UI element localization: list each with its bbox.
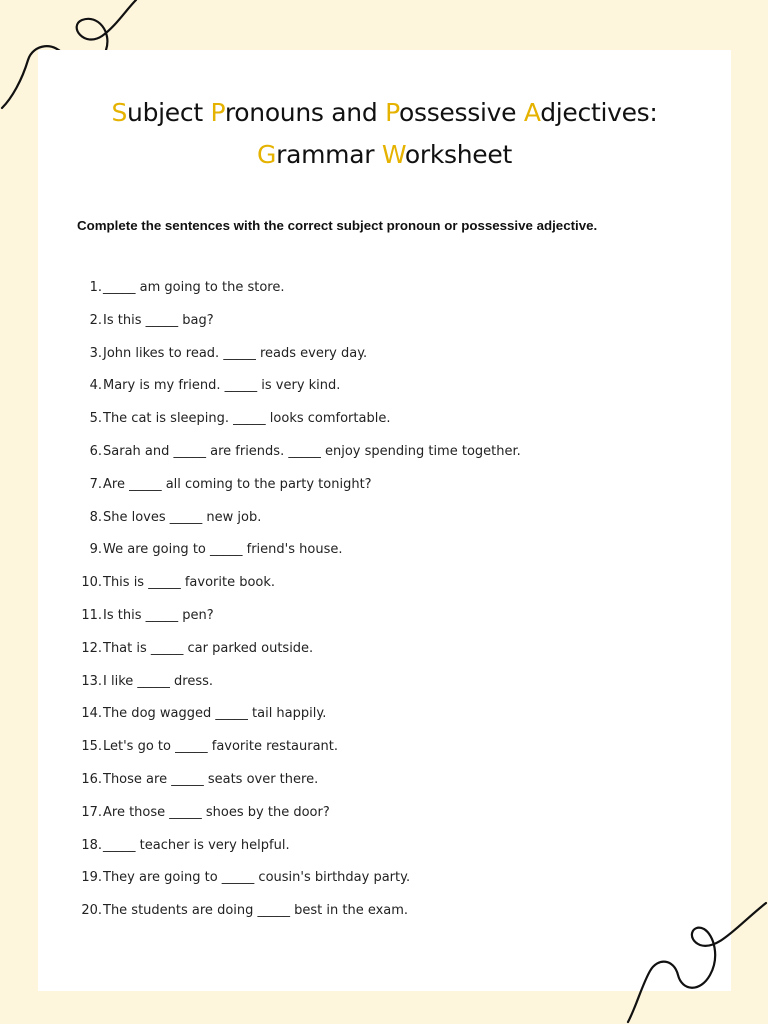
title-initial-letter: A bbox=[523, 98, 541, 127]
question-item bbox=[68, 346, 708, 379]
title-line-2 bbox=[38, 134, 731, 176]
question-text: Let's go to _____ favorite restaurant. bbox=[103, 739, 339, 755]
question-item bbox=[68, 575, 708, 608]
question-item bbox=[68, 838, 708, 871]
title-initial-letter: P bbox=[385, 98, 399, 127]
question-text: Are those _____ shoes by the door? bbox=[103, 804, 330, 820]
question-text: Those are _____ seats over there. bbox=[103, 771, 319, 787]
title-word bbox=[382, 140, 512, 169]
title-word-rest: ubject bbox=[127, 98, 203, 127]
question-number: 11. bbox=[81, 607, 102, 623]
title-line-1 bbox=[38, 92, 731, 134]
question-text: Sarah and _____ are friends. _____ enjoy spending time together. bbox=[103, 443, 521, 459]
question-text: _____ am going to the store. bbox=[103, 280, 285, 295]
question-text: The students are doing _____ best in the exam. bbox=[103, 903, 409, 919]
question-number: 18. bbox=[81, 837, 102, 853]
question-item bbox=[68, 477, 708, 510]
title-word-rest: rammar bbox=[276, 140, 375, 169]
question-item bbox=[68, 805, 708, 838]
title-word bbox=[385, 98, 516, 127]
title-word-rest: orksheet bbox=[404, 140, 512, 169]
title-word bbox=[524, 98, 658, 127]
worksheet-page bbox=[38, 50, 731, 991]
question-item bbox=[68, 641, 708, 674]
question-number: 6. bbox=[89, 443, 102, 459]
title-word bbox=[111, 98, 202, 127]
question-item bbox=[68, 411, 708, 444]
title-word-rest: and bbox=[331, 98, 378, 127]
question-item bbox=[68, 608, 708, 641]
question-number: 14. bbox=[81, 706, 102, 722]
question-number: 1. bbox=[89, 280, 102, 295]
title-word-rest: ronouns bbox=[224, 98, 324, 127]
question-number: 7. bbox=[89, 476, 102, 492]
title-word bbox=[211, 98, 324, 127]
question-list bbox=[68, 280, 708, 936]
question-text: This is _____ favorite book. bbox=[103, 575, 276, 591]
title-word bbox=[331, 98, 377, 127]
question-text: Is this _____ bag? bbox=[103, 312, 214, 328]
title-word bbox=[257, 140, 374, 169]
question-text: John likes to read. _____ reads every day. bbox=[103, 345, 368, 361]
question-text: We are going to _____ friend's house. bbox=[103, 542, 343, 558]
question-number: 5. bbox=[89, 411, 102, 427]
question-number: 19. bbox=[81, 870, 102, 886]
title-initial-letter: P bbox=[210, 98, 225, 127]
question-text: The cat is sleeping. _____ looks comfortable. bbox=[103, 411, 391, 427]
title-initial-letter: G bbox=[257, 140, 277, 169]
question-item bbox=[68, 542, 708, 575]
question-item bbox=[68, 870, 708, 903]
question-text: _____ teacher is very helpful. bbox=[103, 837, 290, 853]
question-number: 10. bbox=[81, 575, 102, 591]
question-item bbox=[68, 313, 708, 346]
title-initial-letter: W bbox=[381, 140, 405, 169]
question-number: 20. bbox=[81, 903, 102, 919]
question-number: 15. bbox=[81, 739, 102, 755]
question-item bbox=[68, 706, 708, 739]
question-item bbox=[68, 772, 708, 805]
question-number: 13. bbox=[81, 673, 102, 689]
question-text: The dog wagged _____ tail happily. bbox=[103, 706, 327, 722]
question-number: 16. bbox=[81, 771, 102, 787]
question-item bbox=[68, 903, 708, 936]
question-number: 3. bbox=[89, 345, 102, 361]
instruction-text: Complete the sentences with the correct subject pronoun or possessive adjective. bbox=[77, 218, 598, 233]
title-initial-letter: S bbox=[111, 98, 128, 127]
question-item bbox=[68, 378, 708, 411]
question-text: Is this _____ pen? bbox=[103, 607, 214, 623]
question-text: I like _____ dress. bbox=[103, 673, 214, 689]
question-number: 4. bbox=[89, 378, 102, 394]
question-number: 9. bbox=[89, 542, 102, 558]
question-number: 2. bbox=[89, 312, 102, 328]
title-word-rest: ossessive bbox=[398, 98, 517, 127]
question-text: She loves _____ new job. bbox=[103, 509, 262, 525]
question-item bbox=[68, 674, 708, 707]
squiggle-decoration-bottom-right bbox=[620, 895, 768, 1024]
question-text: Are _____ all coming to the party tonight? bbox=[103, 476, 372, 492]
title-word-rest: djectives: bbox=[540, 98, 658, 127]
question-item bbox=[68, 280, 708, 313]
question-number: 17. bbox=[81, 804, 102, 820]
question-number: 8. bbox=[89, 509, 102, 525]
question-text: That is _____ car parked outside. bbox=[103, 640, 314, 656]
question-item bbox=[68, 444, 708, 477]
question-item bbox=[68, 510, 708, 543]
question-text: They are going to _____ cousin's birthday party. bbox=[103, 870, 411, 886]
worksheet-title bbox=[38, 92, 731, 176]
question-number: 12. bbox=[81, 640, 102, 656]
question-item bbox=[68, 739, 708, 772]
question-text: Mary is my friend. _____ is very kind. bbox=[103, 378, 341, 394]
